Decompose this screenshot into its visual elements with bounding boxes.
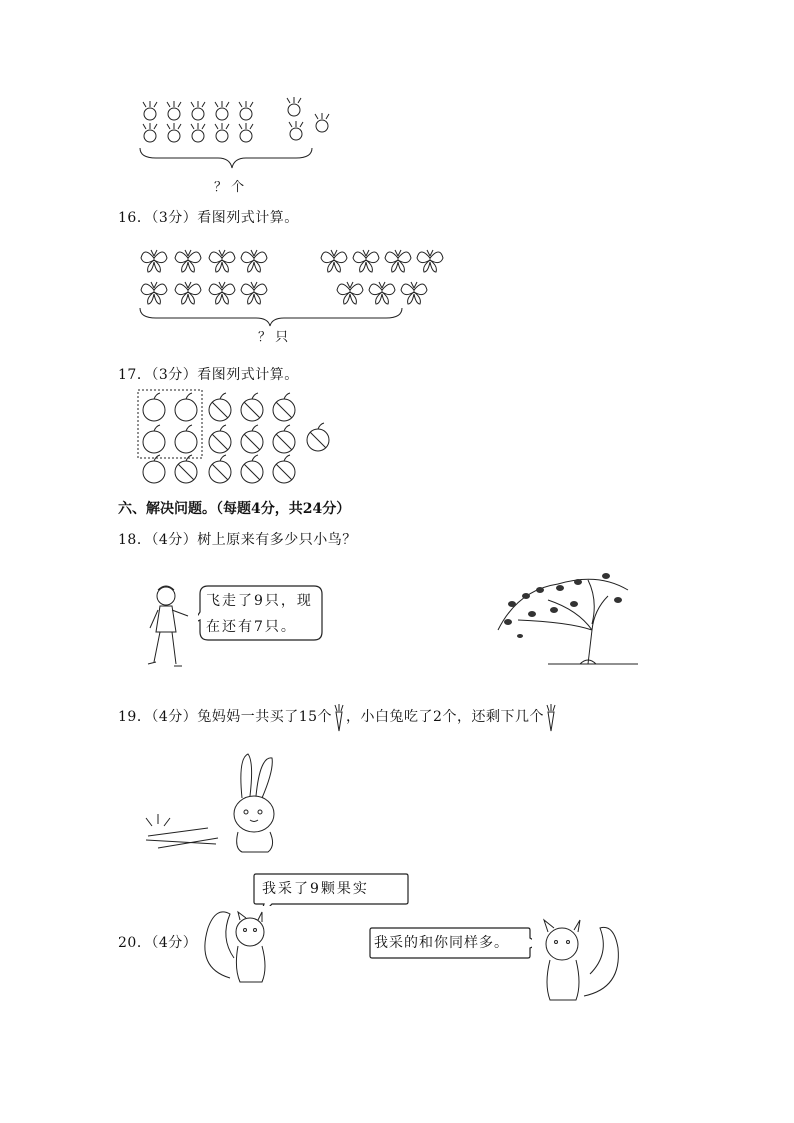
q19-figure	[138, 748, 288, 856]
butterfly-icon	[385, 250, 411, 272]
radish-icon	[191, 101, 205, 120]
butterfly-icon	[321, 250, 347, 272]
q19-prompt-part2: ，小白兔吃了2个，还剩下几个	[346, 709, 544, 725]
q18-prompt: 18．（4分）树上原来有多少只小鸟？	[118, 532, 357, 548]
apple-icon	[143, 393, 165, 421]
speech-text: 我采了9颗果实	[262, 881, 369, 897]
butterfly-icon	[175, 282, 201, 304]
q17-prompt: 17．（3分）看图列式计算。	[118, 367, 299, 383]
radish-icon	[239, 123, 253, 142]
radish-icon	[239, 101, 253, 120]
butterfly-icon	[369, 282, 395, 304]
q18-boy-figure	[136, 580, 206, 674]
butterfly-icon	[141, 250, 167, 272]
radish-icon	[191, 123, 205, 142]
q20-squirrel-left	[200, 898, 280, 988]
butterfly-icon	[141, 282, 167, 304]
apple-icon	[175, 425, 197, 453]
butterfly-icon	[337, 282, 363, 304]
q16-butterfly-group	[136, 238, 446, 328]
q16-answer-label	[258, 326, 288, 345]
crossed-apple-icon	[209, 425, 231, 453]
butterfly-icon	[353, 250, 379, 272]
carrot-icon	[332, 702, 346, 732]
crossed-apple-icon	[273, 393, 295, 421]
butterfly-icon	[241, 282, 267, 304]
brace	[140, 148, 312, 168]
crossed-apple-icon	[241, 455, 263, 483]
question-mark: ？	[214, 180, 228, 195]
q20-prompt: 20．（4分）	[118, 935, 198, 951]
apple-icon	[175, 393, 197, 421]
q15-answer-label	[214, 176, 244, 195]
q19-prompt-part1: 19．（4分）兔妈妈一共买了15个	[118, 709, 333, 725]
radish-icon	[315, 113, 329, 132]
butterfly-icon	[209, 282, 235, 304]
brace	[140, 308, 402, 326]
q16-figure	[136, 238, 446, 328]
q16-prompt: 16．（3分）看图列式计算。	[118, 210, 299, 226]
q20-squirrel-right	[530, 908, 624, 1006]
crossed-apple-icon	[273, 425, 295, 453]
butterfly-icon	[401, 282, 427, 304]
butterfly-icon	[417, 250, 443, 272]
unit-label: 只	[275, 330, 289, 345]
butterfly-icon	[175, 250, 201, 272]
q18-speech-bubble	[198, 584, 324, 642]
crossed-apple-icon	[175, 455, 197, 483]
squirrel-icon	[530, 908, 624, 1006]
crossed-apple-icon	[273, 455, 295, 483]
radish-icon	[167, 123, 181, 142]
rabbit-with-carrots-icon	[138, 748, 288, 856]
q17-figure	[136, 388, 346, 488]
speech-text: 我采的和你同样多。	[374, 935, 509, 951]
section-6-title: 六、解决问题。（每题4分，共24分）	[118, 501, 351, 517]
q17-apple-group	[136, 388, 346, 488]
tree-with-birds-icon	[488, 560, 638, 670]
butterfly-icon	[241, 250, 267, 272]
radish-icon	[289, 121, 303, 140]
radish-icon	[143, 101, 157, 120]
crossed-apple-icon	[241, 425, 263, 453]
q20-speech-bubble-right	[368, 926, 532, 960]
q19-prompt	[118, 702, 558, 732]
boy-icon	[136, 580, 206, 674]
radish-icon	[167, 101, 181, 120]
crossed-apple-icon	[241, 393, 263, 421]
unit-label: 个	[231, 180, 245, 195]
dotted-box	[138, 390, 202, 458]
crossed-apple-icon	[209, 393, 231, 421]
crossed-apple-icon	[307, 423, 329, 451]
question-mark: ？	[258, 330, 272, 345]
butterfly-icon	[209, 250, 235, 272]
radish-icon	[215, 101, 229, 120]
q20-speech-bubble-left	[252, 872, 410, 906]
apple-icon	[143, 425, 165, 453]
radish-icon	[287, 97, 301, 116]
q18-tree-figure	[488, 560, 638, 670]
crossed-apple-icon	[209, 455, 231, 483]
radish-icon	[215, 123, 229, 142]
squirrel-icon	[200, 898, 280, 988]
radish-icon	[143, 123, 157, 142]
speech-line-1: 飞走了9只，现	[206, 593, 313, 609]
apple-icon	[143, 455, 165, 483]
carrot-icon	[544, 702, 558, 732]
speech-line-2: 在还有7只。	[206, 619, 297, 635]
